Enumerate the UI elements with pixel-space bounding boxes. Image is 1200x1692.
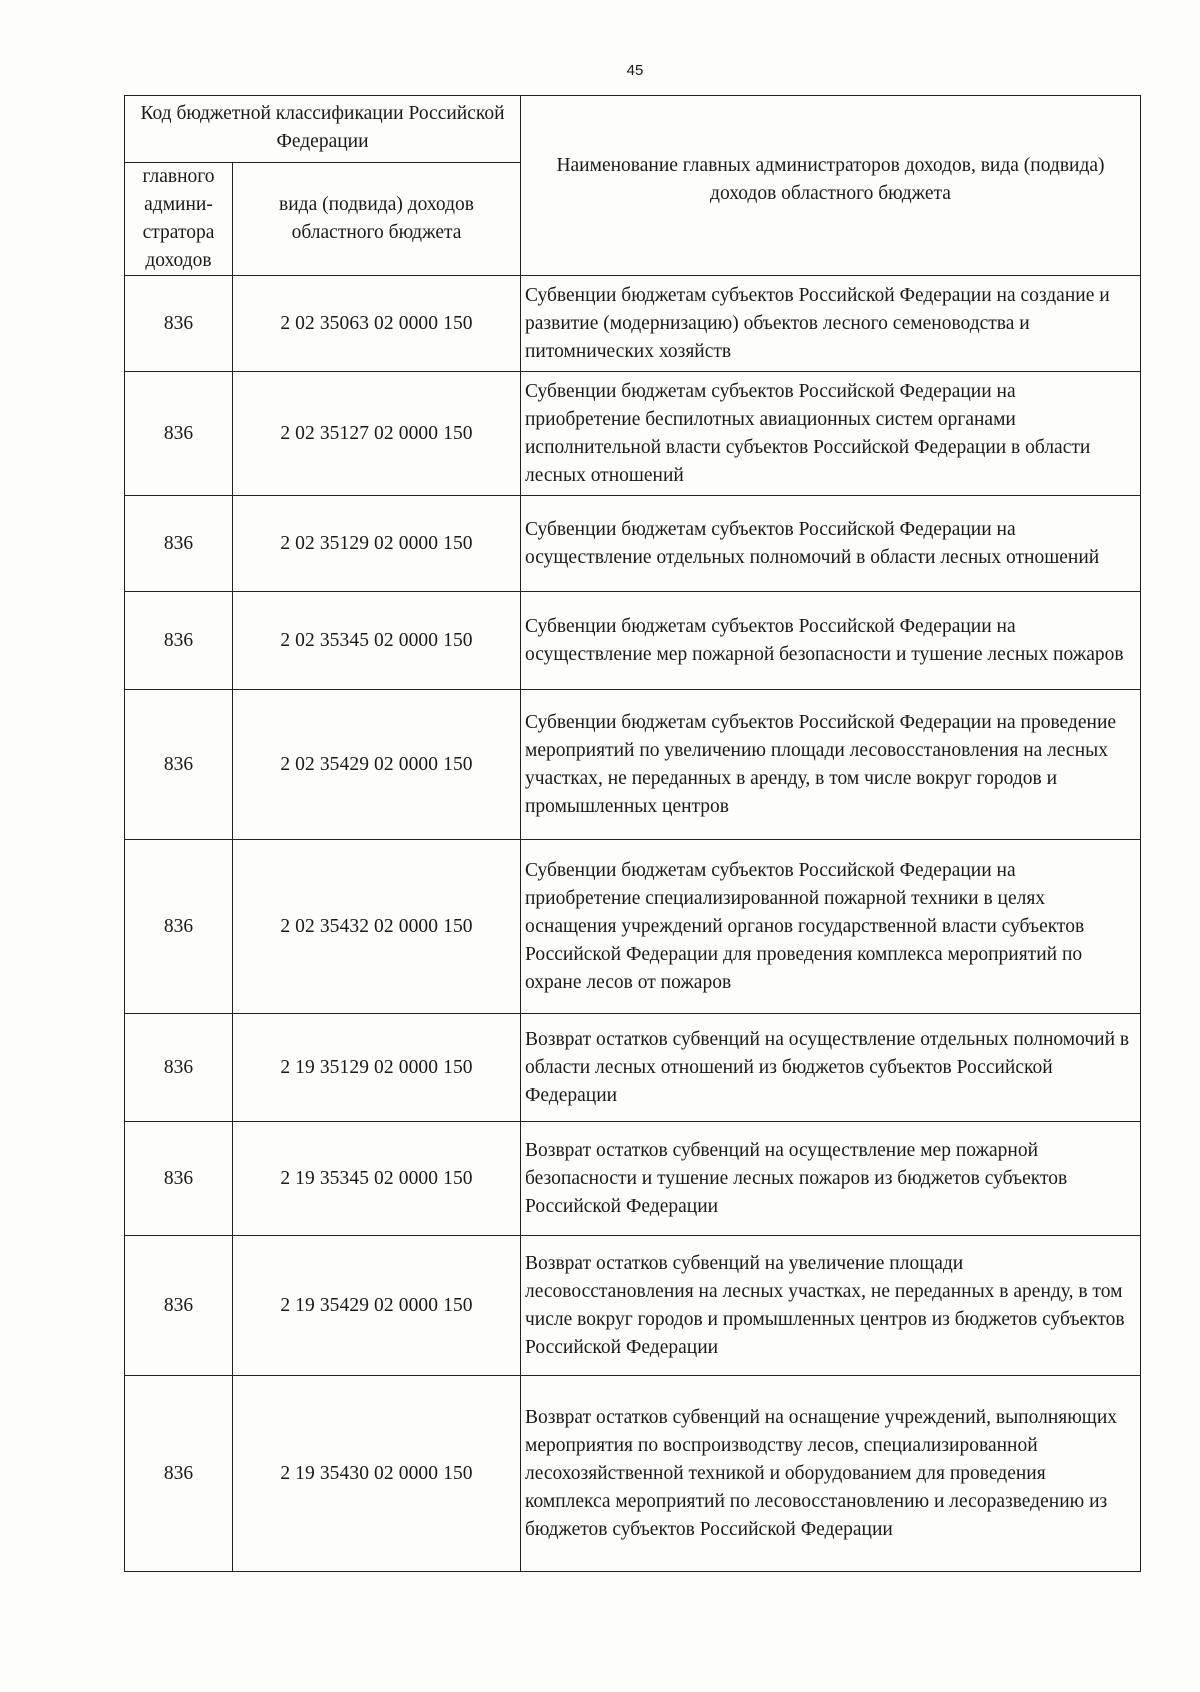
admin-code-cell: 836 xyxy=(125,1236,233,1376)
revenue-name-cell: Возврат остатков субвенций на увеличение площади лесовосстановления на лесных участках, не переданных в аренду, в том числе вокруг городов и промышленных центров из бюджетов субъектов Российской Федерации xyxy=(521,1236,1141,1376)
admin-code-cell: 836 xyxy=(125,592,233,690)
table-row xyxy=(125,1376,1141,1572)
revenue-code-cell: 2 02 35429 02 0000 150 xyxy=(233,690,521,840)
revenue-code-cell: 2 19 35430 02 0000 150 xyxy=(233,1376,521,1572)
budget-classification-table xyxy=(124,95,1141,1572)
header-group-title: Код бюджетной классификации Российской Федерации xyxy=(125,96,521,163)
header-column-code: вида (подвида) доходов областного бюджета xyxy=(233,163,521,276)
page-number: 45 xyxy=(626,62,644,79)
admin-code-cell: 836 xyxy=(125,690,233,840)
header-column-admin: главного админи-стратора доходов xyxy=(125,163,233,276)
admin-code-cell: 836 xyxy=(125,372,233,496)
revenue-name-cell: Возврат остатков субвенций на осуществление мер пожарной безопасности и тушение лесных пожаров из бюджетов субъектов Российской Федерации xyxy=(521,1122,1141,1236)
revenue-name-cell: Субвенции бюджетам субъектов Российской Федерации на осуществление отдельных полномочий в области лесных отношений xyxy=(521,496,1141,592)
table-row xyxy=(125,1014,1141,1122)
revenue-name-cell: Субвенции бюджетам субъектов Российской Федерации на создание и развитие (модернизацию) объектов лесного семеноводства и питомнических хозяйств xyxy=(521,276,1141,372)
revenue-name-cell: Субвенции бюджетам субъектов Российской Федерации на приобретение беспилотных авиационных систем органами исполнительной власти субъектов Российской Федерации в области лесных отношений xyxy=(521,372,1141,496)
revenue-code-cell: 2 02 35345 02 0000 150 xyxy=(233,592,521,690)
revenue-name-cell: Субвенции бюджетам субъектов Российской Федерации на проведение мероприятий по увеличению площади лесовосстановления на лесных участках, не переданных в аренду, в том числе вокруг городов и промышленных центров xyxy=(521,690,1141,840)
table-row xyxy=(125,1236,1141,1376)
table-row xyxy=(125,276,1141,372)
admin-code-cell: 836 xyxy=(125,840,233,1014)
revenue-code-cell: 2 02 35127 02 0000 150 xyxy=(233,372,521,496)
table-row xyxy=(125,496,1141,592)
revenue-code-cell: 2 02 35432 02 0000 150 xyxy=(233,840,521,1014)
revenue-code-cell: 2 02 35063 02 0000 150 xyxy=(233,276,521,372)
revenue-code-cell: 2 19 35129 02 0000 150 xyxy=(233,1014,521,1122)
table-row xyxy=(125,840,1141,1014)
revenue-code-cell: 2 02 35129 02 0000 150 xyxy=(233,496,521,592)
revenue-name-cell: Субвенции бюджетам субъектов Российской Федерации на приобретение специализированной пожарной техники в целях оснащения учреждений органов государственной власти субъектов Российской Федерации для проведения комплекса мероприятий по охране лесов от пожаров xyxy=(521,840,1141,1014)
admin-code-cell: 836 xyxy=(125,496,233,592)
table-body xyxy=(125,276,1141,1572)
revenue-name-cell: Субвенции бюджетам субъектов Российской Федерации на осуществление мер пожарной безопасности и тушение лесных пожаров xyxy=(521,592,1141,690)
admin-code-cell: 836 xyxy=(125,1122,233,1236)
revenue-name-cell: Возврат остатков субвенций на оснащение учреждений, выполняющих мероприятия по воспроизводству лесов, специализированной лесохозяйственной техникой и оборудованием для проведения комплекса мероприятий по лесовосстановлению и лесоразведению из бюджетов субъектов Российской Федерации xyxy=(521,1376,1141,1572)
revenue-code-cell: 2 19 35345 02 0000 150 xyxy=(233,1122,521,1236)
table-row xyxy=(125,372,1141,496)
admin-code-cell: 836 xyxy=(125,1014,233,1122)
revenue-code-cell: 2 19 35429 02 0000 150 xyxy=(233,1236,521,1376)
table-header xyxy=(125,96,1141,276)
revenue-name-cell: Возврат остатков субвенций на осуществление отдельных полномочий в области лесных отношений из бюджетов субъектов Российской Федерации xyxy=(521,1014,1141,1122)
admin-code-cell: 836 xyxy=(125,276,233,372)
table-row xyxy=(125,690,1141,840)
header-row-top xyxy=(125,96,1141,163)
table-row xyxy=(125,1122,1141,1236)
admin-code-cell: 836 xyxy=(125,1376,233,1572)
table-row xyxy=(125,592,1141,690)
header-column-name: Наименование главных администраторов доходов, вида (подвида) доходов областного бюджета xyxy=(521,96,1141,276)
